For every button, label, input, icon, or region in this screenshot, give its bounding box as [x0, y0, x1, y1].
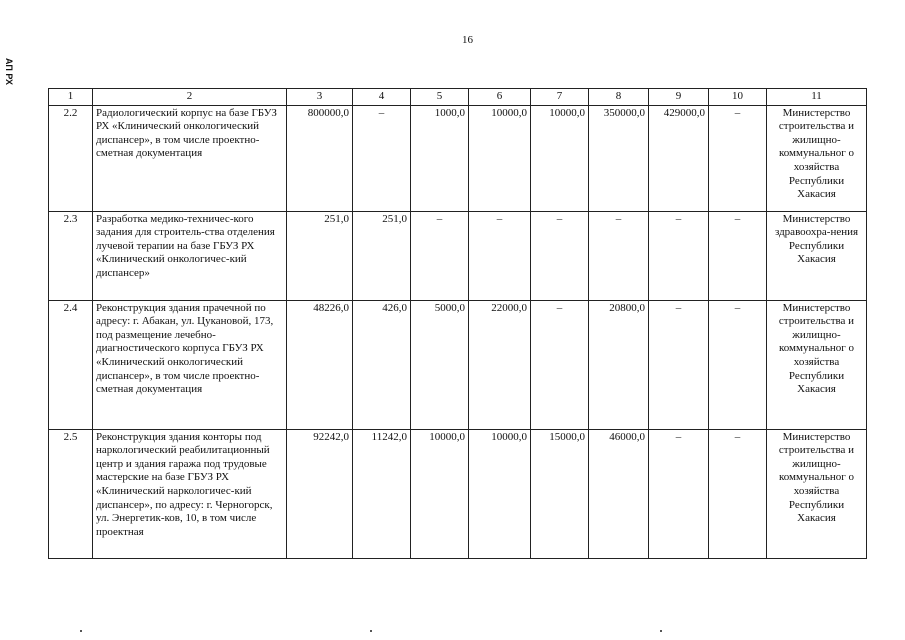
- header-cell: 11: [767, 89, 867, 106]
- cell-col8: 20800,0: [589, 300, 649, 429]
- cell-col10: –: [709, 429, 767, 558]
- cell-organization: Министерство здравоохра-нения Республики Хакасия: [767, 211, 867, 300]
- cell-col10: –: [709, 211, 767, 300]
- cell-col10: –: [709, 105, 767, 211]
- header-cell: 8: [589, 89, 649, 106]
- cell-col3: 92242,0: [287, 429, 353, 558]
- cell-organization: Министерство строительства и жилищно-коммунальног о хозяйства Республики Хакасия: [767, 300, 867, 429]
- table-row: [49, 300, 867, 429]
- cell-col9: –: [649, 300, 709, 429]
- row-number: 2.5: [49, 429, 93, 558]
- row-number: 2.2: [49, 105, 93, 211]
- side-stamp: АП РХ: [4, 58, 14, 86]
- cell-col8: –: [589, 211, 649, 300]
- header-cell: 10: [709, 89, 767, 106]
- header-row: [49, 89, 867, 106]
- cell-col7: –: [531, 300, 589, 429]
- cell-col9: –: [649, 429, 709, 558]
- row-number: 2.3: [49, 211, 93, 300]
- row-name: Разработка медико-техничес-кого задания для строитель-ства отделения лучевой терапии на базе ГБУЗ РХ «Клинический онкологичес-кий диспансер»: [93, 211, 287, 300]
- cell-col4: 426,0: [353, 300, 411, 429]
- header-cell: 3: [287, 89, 353, 106]
- scan-speck: [80, 630, 82, 632]
- cell-col7: –: [531, 211, 589, 300]
- cell-col3: 251,0: [287, 211, 353, 300]
- cell-col5: –: [411, 211, 469, 300]
- header-cell: 9: [649, 89, 709, 106]
- row-name: Реконструкция здания прачечной по адресу: г. Абакан, ул. Цукановой, 173, под размещение лечебно-диагностического корпуса ГБУЗ РХ «Клинический онкологический диспансер», в том числе проектно-сметная документация: [93, 300, 287, 429]
- header-cell: 7: [531, 89, 589, 106]
- cell-col6: 10000,0: [469, 429, 531, 558]
- cell-col5: 5000,0: [411, 300, 469, 429]
- cell-col3: 48226,0: [287, 300, 353, 429]
- cell-col7: 15000,0: [531, 429, 589, 558]
- cell-col6: 22000,0: [469, 300, 531, 429]
- cell-col6: 10000,0: [469, 105, 531, 211]
- header-cell: 2: [93, 89, 287, 106]
- table-row: [49, 105, 867, 211]
- cell-col4: 11242,0: [353, 429, 411, 558]
- cell-col9: 429000,0: [649, 105, 709, 211]
- cell-col8: 46000,0: [589, 429, 649, 558]
- cell-col10: –: [709, 300, 767, 429]
- cell-col4: 251,0: [353, 211, 411, 300]
- row-name: Реконструкция здания конторы под наркологический реабилитационный центр и здания гаража под трудовые мастерские на базе ГБУЗ РХ «Клинический наркологичес-кий диспансер», по адресу: г. Черногорск, ул. Энергетик-ков, 10, в том числе проектная: [93, 429, 287, 558]
- cell-organization: Министерство строительства и жилищно-коммунальног о хозяйства Республики Хакасия: [767, 105, 867, 211]
- cell-col7: 10000,0: [531, 105, 589, 211]
- program-table: [48, 88, 867, 559]
- cell-organization: Министерство строительства и жилищно-коммунальног о хозяйства Республики Хакасия: [767, 429, 867, 558]
- row-name: Радиологический корпус на базе ГБУЗ РХ «Клинический онкологический диспансер», в том числе проектно-сметная документация: [93, 105, 287, 211]
- header-cell: 5: [411, 89, 469, 106]
- header-cell: 1: [49, 89, 93, 106]
- cell-col4: –: [353, 105, 411, 211]
- cell-col5: 10000,0: [411, 429, 469, 558]
- table-row: [49, 211, 867, 300]
- header-cell: 6: [469, 89, 531, 106]
- table-row: [49, 429, 867, 558]
- cell-col8: 350000,0: [589, 105, 649, 211]
- cell-col9: –: [649, 211, 709, 300]
- cell-col3: 800000,0: [287, 105, 353, 211]
- scan-speck: [660, 630, 662, 632]
- scan-speck: [370, 630, 372, 632]
- cell-col5: 1000,0: [411, 105, 469, 211]
- page-number: 16: [462, 34, 473, 46]
- cell-col6: –: [469, 211, 531, 300]
- header-cell: 4: [353, 89, 411, 106]
- row-number: 2.4: [49, 300, 93, 429]
